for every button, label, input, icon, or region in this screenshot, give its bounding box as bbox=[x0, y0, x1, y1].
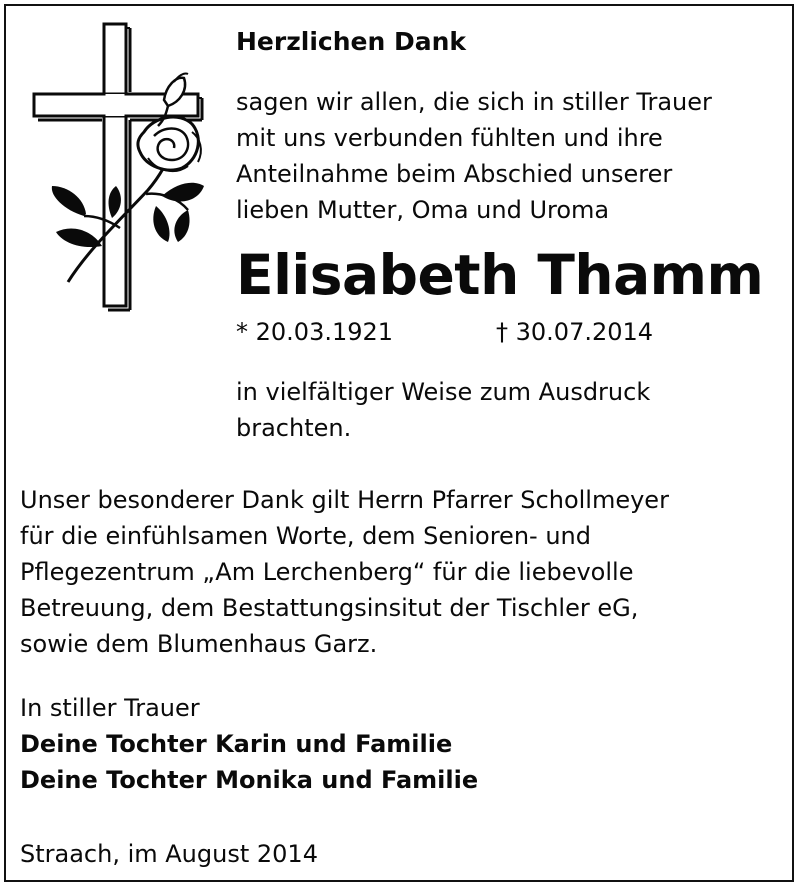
thanks-line: Betreuung, dem Bestattungsinsitut der Tischler eG, bbox=[20, 594, 639, 622]
mourning-line: In stiller Trauer bbox=[20, 694, 200, 722]
family-signature: Deine Tochter Karin und Familie bbox=[20, 730, 453, 758]
cross-with-rose-icon bbox=[28, 20, 218, 320]
birth-date: * 20.03.1921 bbox=[236, 318, 394, 346]
intro-line: Anteilnahme beim Abschied unserer bbox=[236, 160, 673, 188]
death-date: † 30.07.2014 bbox=[496, 318, 654, 346]
thanks-line: sowie dem Blumenhaus Garz. bbox=[20, 630, 378, 658]
deceased-name: Elisabeth Thamm bbox=[236, 243, 764, 307]
thanks-line: Unser besonderer Dank gilt Herrn Pfarrer Schollmeyer bbox=[20, 486, 669, 514]
closing-line: in vielfältiger Weise zum Ausdruck bbox=[236, 378, 651, 406]
obituary-card bbox=[4, 4, 794, 882]
place-date: Straach, im August 2014 bbox=[20, 840, 318, 868]
family-signature: Deine Tochter Monika und Familie bbox=[20, 766, 479, 794]
heading: Herzlichen Dank bbox=[236, 27, 467, 56]
thanks-line: Pflegezentrum „Am Lerchenberg“ für die liebevolle bbox=[20, 558, 634, 586]
intro-line: sagen wir allen, die sich in stiller Trauer bbox=[236, 88, 712, 116]
thanks-line: für die einfühlsamen Worte, dem Senioren- und bbox=[20, 522, 591, 550]
thanks-paragraph bbox=[20, 482, 669, 662]
intro-text bbox=[236, 84, 712, 228]
intro-line: mit uns verbunden fühlten und ihre bbox=[236, 124, 663, 152]
closing-line: brachten. bbox=[236, 414, 352, 442]
closing-intro-text bbox=[236, 374, 650, 446]
intro-line: lieben Mutter, Oma und Uroma bbox=[236, 196, 610, 224]
